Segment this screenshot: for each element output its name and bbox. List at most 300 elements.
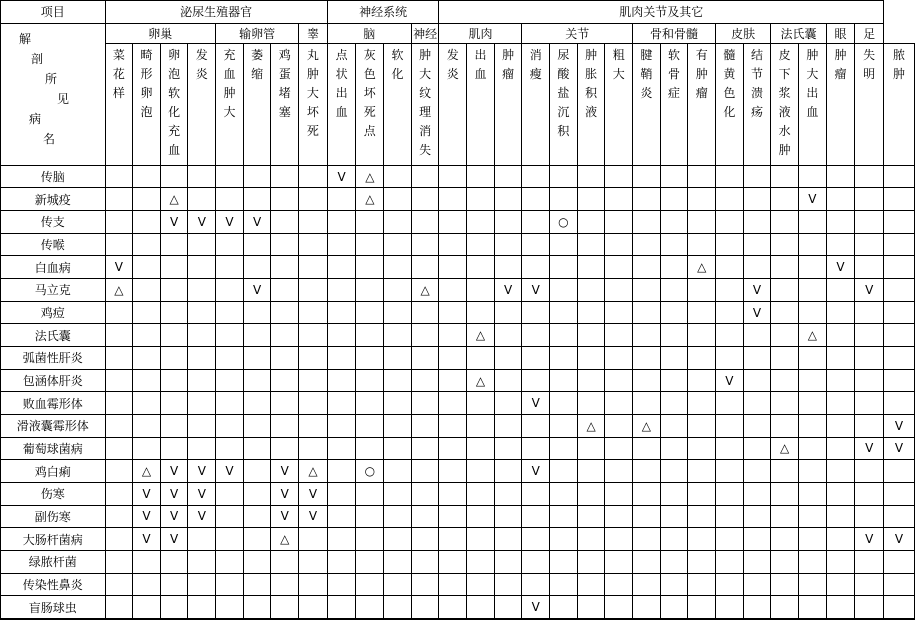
mark-cell: V (299, 482, 328, 505)
mark-cell (411, 392, 439, 415)
column-header-label: 出血 (474, 48, 487, 82)
mark-cell (356, 415, 384, 438)
mark-cell (633, 324, 661, 347)
mark-cell (884, 165, 915, 188)
disease-name: 传喉 (1, 233, 106, 256)
column-header (605, 44, 633, 166)
mark-cell (716, 596, 744, 619)
mark-cell (855, 505, 884, 528)
mark-cell (243, 573, 271, 596)
mark-cell (299, 347, 328, 370)
mark-cell: V (884, 437, 915, 460)
mark-cell (411, 573, 439, 596)
mark-cell (826, 505, 855, 528)
mark-cell (216, 528, 244, 551)
mark-cell (299, 369, 328, 392)
table-row (1, 415, 915, 438)
mark-cell (884, 482, 915, 505)
mark-cell (826, 324, 855, 347)
mark-cell (160, 165, 188, 188)
mark-cell: V (160, 528, 188, 551)
mark-cell (271, 369, 299, 392)
mark-cell (327, 233, 356, 256)
mark-cell (188, 256, 216, 279)
mark-cell (771, 279, 799, 302)
mark-cell (522, 188, 550, 211)
mark-cell (550, 165, 578, 188)
mark-cell (660, 256, 688, 279)
column-header-label: 畸形卵泡 (140, 48, 153, 120)
blank-cell (799, 618, 827, 619)
table-row (1, 165, 915, 188)
mark-cell (660, 301, 688, 324)
mark-cell (799, 369, 827, 392)
mark-cell (188, 233, 216, 256)
mark-cell (716, 415, 744, 438)
mark-cell: △ (356, 165, 384, 188)
mark-cell (716, 550, 744, 573)
mark-cell (633, 482, 661, 505)
column-header (660, 44, 688, 166)
mark-cell: △ (688, 256, 716, 279)
column-header-label: 髓黄色化 (723, 48, 736, 120)
mark-cell (826, 596, 855, 619)
column-header-label: 丸肿大坏死 (306, 48, 319, 139)
mark-cell: V (522, 392, 550, 415)
mark-cell: V (522, 460, 550, 483)
mark-cell (771, 233, 799, 256)
mark-cell (771, 415, 799, 438)
mark-cell (550, 188, 578, 211)
blank-cell (411, 618, 439, 619)
column-header (522, 44, 550, 166)
mark-cell (299, 279, 328, 302)
mark-cell: V (216, 460, 244, 483)
mark-cell (467, 392, 495, 415)
mark-cell (494, 165, 522, 188)
mark-cell (577, 165, 605, 188)
mark-cell (605, 596, 633, 619)
mark-cell (216, 573, 244, 596)
mark-cell (356, 233, 384, 256)
mark-cell (439, 301, 467, 324)
mark-cell: V (160, 505, 188, 528)
mark-cell (550, 256, 578, 279)
mark-cell (522, 369, 550, 392)
mark-cell (660, 505, 688, 528)
mark-cell (605, 528, 633, 551)
mark-cell (327, 505, 356, 528)
blank-cell (884, 618, 915, 619)
mark-cell (243, 392, 271, 415)
mark-cell: V (716, 369, 744, 392)
mark-cell (771, 324, 799, 347)
mark-cell (243, 550, 271, 573)
mark-cell (771, 505, 799, 528)
table-row (1, 392, 915, 415)
column-header-label: 粗大 (612, 48, 625, 82)
mark-cell (605, 550, 633, 573)
mark-cell (799, 347, 827, 370)
mark-cell (660, 211, 688, 234)
mark-cell (884, 505, 915, 528)
mark-cell (384, 233, 412, 256)
column-header-label: 肿瘤 (834, 48, 847, 82)
mark-cell (133, 324, 161, 347)
table-row (1, 437, 915, 460)
column-header (411, 44, 439, 166)
mark-cell (411, 256, 439, 279)
mark-cell (467, 301, 495, 324)
mark-cell (327, 256, 356, 279)
mark-cell (356, 392, 384, 415)
mark-cell (577, 596, 605, 619)
mark-cell (605, 188, 633, 211)
mark-cell (577, 482, 605, 505)
mark-cell (855, 233, 884, 256)
mark-cell (633, 550, 661, 573)
column-header (271, 44, 299, 166)
mark-cell (826, 550, 855, 573)
mark-cell (743, 596, 771, 619)
mark-cell (743, 233, 771, 256)
mark-cell (743, 188, 771, 211)
mark-cell (799, 482, 827, 505)
blank-cell (356, 618, 384, 619)
mark-cell (384, 596, 412, 619)
mark-cell (188, 301, 216, 324)
mark-cell (550, 528, 578, 551)
column-header (467, 44, 495, 166)
mark-cell: V (271, 460, 299, 483)
mark-cell (133, 347, 161, 370)
column-header (299, 44, 328, 166)
mark-cell: V (743, 279, 771, 302)
mark-cell (826, 460, 855, 483)
mark-cell (439, 392, 467, 415)
mark-cell (160, 415, 188, 438)
mark-cell (771, 301, 799, 324)
mark-cell (467, 279, 495, 302)
mark-cell (105, 211, 133, 234)
mark-cell (550, 460, 578, 483)
mark-cell (494, 256, 522, 279)
table-row (1, 301, 915, 324)
column-header-label: 发炎 (195, 48, 208, 82)
mark-cell (467, 233, 495, 256)
mark-cell (799, 505, 827, 528)
mark-cell (688, 460, 716, 483)
mark-cell (799, 165, 827, 188)
blank-cell (243, 618, 271, 619)
mark-cell (855, 596, 884, 619)
mark-cell (188, 188, 216, 211)
mark-cell (522, 550, 550, 573)
mark-cell (550, 415, 578, 438)
mark-cell (826, 482, 855, 505)
mark-cell (716, 188, 744, 211)
mark-cell: △ (271, 528, 299, 551)
mark-cell (216, 188, 244, 211)
table-row (1, 369, 915, 392)
mark-cell (550, 369, 578, 392)
column-header-label: 皮下浆液水肿 (778, 48, 791, 158)
corner-label-char: 病 (29, 111, 42, 126)
mark-cell: V (494, 279, 522, 302)
mark-cell (494, 596, 522, 619)
mark-cell (439, 596, 467, 619)
mark-cell (216, 301, 244, 324)
table-row (1, 596, 915, 619)
mark-cell (133, 165, 161, 188)
mark-cell (494, 415, 522, 438)
table-row (1, 233, 915, 256)
column-header-label: 发炎 (446, 48, 459, 82)
mark-cell (577, 437, 605, 460)
mark-cell (105, 324, 133, 347)
mark-cell (605, 256, 633, 279)
mark-cell (522, 211, 550, 234)
mark-cell (271, 550, 299, 573)
table-body (1, 165, 915, 618)
mark-cell (855, 392, 884, 415)
mark-cell (716, 460, 744, 483)
mark-cell (188, 437, 216, 460)
mark-cell (243, 188, 271, 211)
table-row (1, 256, 915, 279)
mark-cell (855, 301, 884, 324)
mark-cell (299, 596, 328, 619)
mark-cell: V (105, 256, 133, 279)
mark-cell (771, 550, 799, 573)
mark-cell (271, 392, 299, 415)
mark-cell (633, 233, 661, 256)
mark-cell (799, 460, 827, 483)
mark-cell (327, 188, 356, 211)
mark-cell (243, 301, 271, 324)
mark-cell (467, 505, 495, 528)
mark-cell (771, 165, 799, 188)
mark-cell (660, 279, 688, 302)
mark-cell (327, 415, 356, 438)
mark-cell: V (188, 505, 216, 528)
mark-cell (605, 415, 633, 438)
mark-cell (133, 301, 161, 324)
mark-cell (771, 596, 799, 619)
mark-cell (299, 324, 328, 347)
disease-name: 滑液囊霉形体 (1, 415, 106, 438)
mark-cell (688, 550, 716, 573)
mark-cell: V (133, 528, 161, 551)
disease-name: 传染性鼻炎 (1, 573, 106, 596)
mark-cell (216, 347, 244, 370)
subgroup-header: 肌肉 (439, 23, 522, 44)
mark-cell (384, 573, 412, 596)
mark-cell (826, 279, 855, 302)
blank-cell (577, 618, 605, 619)
mark-cell (494, 301, 522, 324)
mark-cell (550, 392, 578, 415)
mark-cell (439, 324, 467, 347)
corner-label-char: 所 (45, 71, 58, 86)
mark-cell (411, 324, 439, 347)
mark-cell (799, 528, 827, 551)
mark-cell (299, 211, 328, 234)
mark-cell (826, 528, 855, 551)
mark-cell (467, 573, 495, 596)
disease-name: 鸡白痢 (1, 460, 106, 483)
column-header (133, 44, 161, 166)
mark-cell (522, 482, 550, 505)
mark-cell (884, 573, 915, 596)
mark-cell (243, 415, 271, 438)
mark-cell (633, 188, 661, 211)
column-header-label: 鸡蛋堵塞 (278, 48, 291, 120)
mark-cell (467, 256, 495, 279)
mark-cell (716, 301, 744, 324)
mark-cell (688, 505, 716, 528)
mark-cell (550, 324, 578, 347)
mark-cell (826, 211, 855, 234)
mark-cell (243, 528, 271, 551)
mark-cell (160, 392, 188, 415)
mark-cell (327, 369, 356, 392)
mark-cell: △ (577, 415, 605, 438)
mark-cell (327, 460, 356, 483)
mark-cell (243, 460, 271, 483)
column-header-label: 尿酸盐沉积 (557, 48, 570, 139)
mark-cell (299, 301, 328, 324)
disease-name: 包涵体肝炎 (1, 369, 106, 392)
mark-cell (133, 392, 161, 415)
mark-cell (799, 392, 827, 415)
mark-cell (243, 347, 271, 370)
mark-cell: △ (356, 188, 384, 211)
column-header (826, 44, 855, 166)
mark-cell (605, 392, 633, 415)
blank-cell (216, 618, 244, 619)
mark-cell (439, 347, 467, 370)
mark-cell (660, 165, 688, 188)
mark-cell (299, 165, 328, 188)
mark-cell (884, 188, 915, 211)
mark-cell (439, 460, 467, 483)
mark-cell (467, 482, 495, 505)
mark-cell (688, 596, 716, 619)
mark-cell (522, 347, 550, 370)
mark-cell (384, 505, 412, 528)
mark-cell (439, 188, 467, 211)
mark-cell (494, 392, 522, 415)
mark-cell (384, 392, 412, 415)
mark-cell (384, 301, 412, 324)
mark-cell: V (855, 528, 884, 551)
mark-cell (633, 596, 661, 619)
column-header (384, 44, 412, 166)
column-header-label: 腱鞘炎 (640, 48, 653, 101)
mark-cell (716, 233, 744, 256)
mark-cell: V (243, 279, 271, 302)
table-row (1, 279, 915, 302)
mark-cell: V (188, 482, 216, 505)
mark-cell (855, 573, 884, 596)
column-header-label: 充血肿大 (223, 48, 236, 120)
mark-cell (243, 324, 271, 347)
blank-cell (384, 618, 412, 619)
mark-cell (743, 415, 771, 438)
blank-cell (633, 618, 661, 619)
mark-cell (327, 437, 356, 460)
mark-cell (688, 573, 716, 596)
mark-cell (660, 233, 688, 256)
mark-cell (771, 369, 799, 392)
mark-cell (743, 165, 771, 188)
corner-label-char: 剖 (31, 51, 44, 66)
mark-cell: ○ (356, 460, 384, 483)
mark-cell (660, 528, 688, 551)
subgroup-header: 足 (855, 23, 884, 44)
mark-cell (133, 279, 161, 302)
mark-cell (356, 211, 384, 234)
mark-cell (771, 188, 799, 211)
mark-cell (160, 573, 188, 596)
mark-cell (439, 256, 467, 279)
mark-cell (799, 233, 827, 256)
mark-cell (605, 301, 633, 324)
mark-cell (688, 324, 716, 347)
mark-cell (494, 550, 522, 573)
mark-cell (688, 211, 716, 234)
mark-cell (160, 279, 188, 302)
mark-cell (577, 301, 605, 324)
mark-cell: V (884, 415, 915, 438)
mark-cell (439, 165, 467, 188)
mark-cell (633, 279, 661, 302)
mark-cell (160, 301, 188, 324)
mark-cell (160, 596, 188, 619)
mark-cell (243, 596, 271, 619)
column-header-label: 肿大出血 (806, 48, 819, 120)
mark-cell (855, 324, 884, 347)
mark-cell (855, 369, 884, 392)
mark-cell (716, 279, 744, 302)
mark-cell (327, 211, 356, 234)
mark-cell (216, 369, 244, 392)
subgroup-header: 皮肤 (716, 23, 771, 44)
column-header-label: 软骨症 (668, 48, 681, 101)
mark-cell (633, 460, 661, 483)
mark-cell (884, 369, 915, 392)
mark-cell (633, 573, 661, 596)
mark-cell (384, 369, 412, 392)
group-urogenital: 泌尿生殖器官 (105, 1, 327, 24)
mark-cell (133, 188, 161, 211)
mark-cell (299, 573, 328, 596)
mark-cell (550, 596, 578, 619)
mark-cell (327, 528, 356, 551)
mark-cell (327, 392, 356, 415)
mark-cell (271, 324, 299, 347)
mark-cell: V (327, 165, 356, 188)
mark-cell (577, 505, 605, 528)
mark-cell: V (216, 211, 244, 234)
mark-cell (216, 482, 244, 505)
mark-cell (356, 596, 384, 619)
mark-cell (133, 573, 161, 596)
table-row (1, 482, 915, 505)
mark-cell (467, 165, 495, 188)
mark-cell (327, 573, 356, 596)
